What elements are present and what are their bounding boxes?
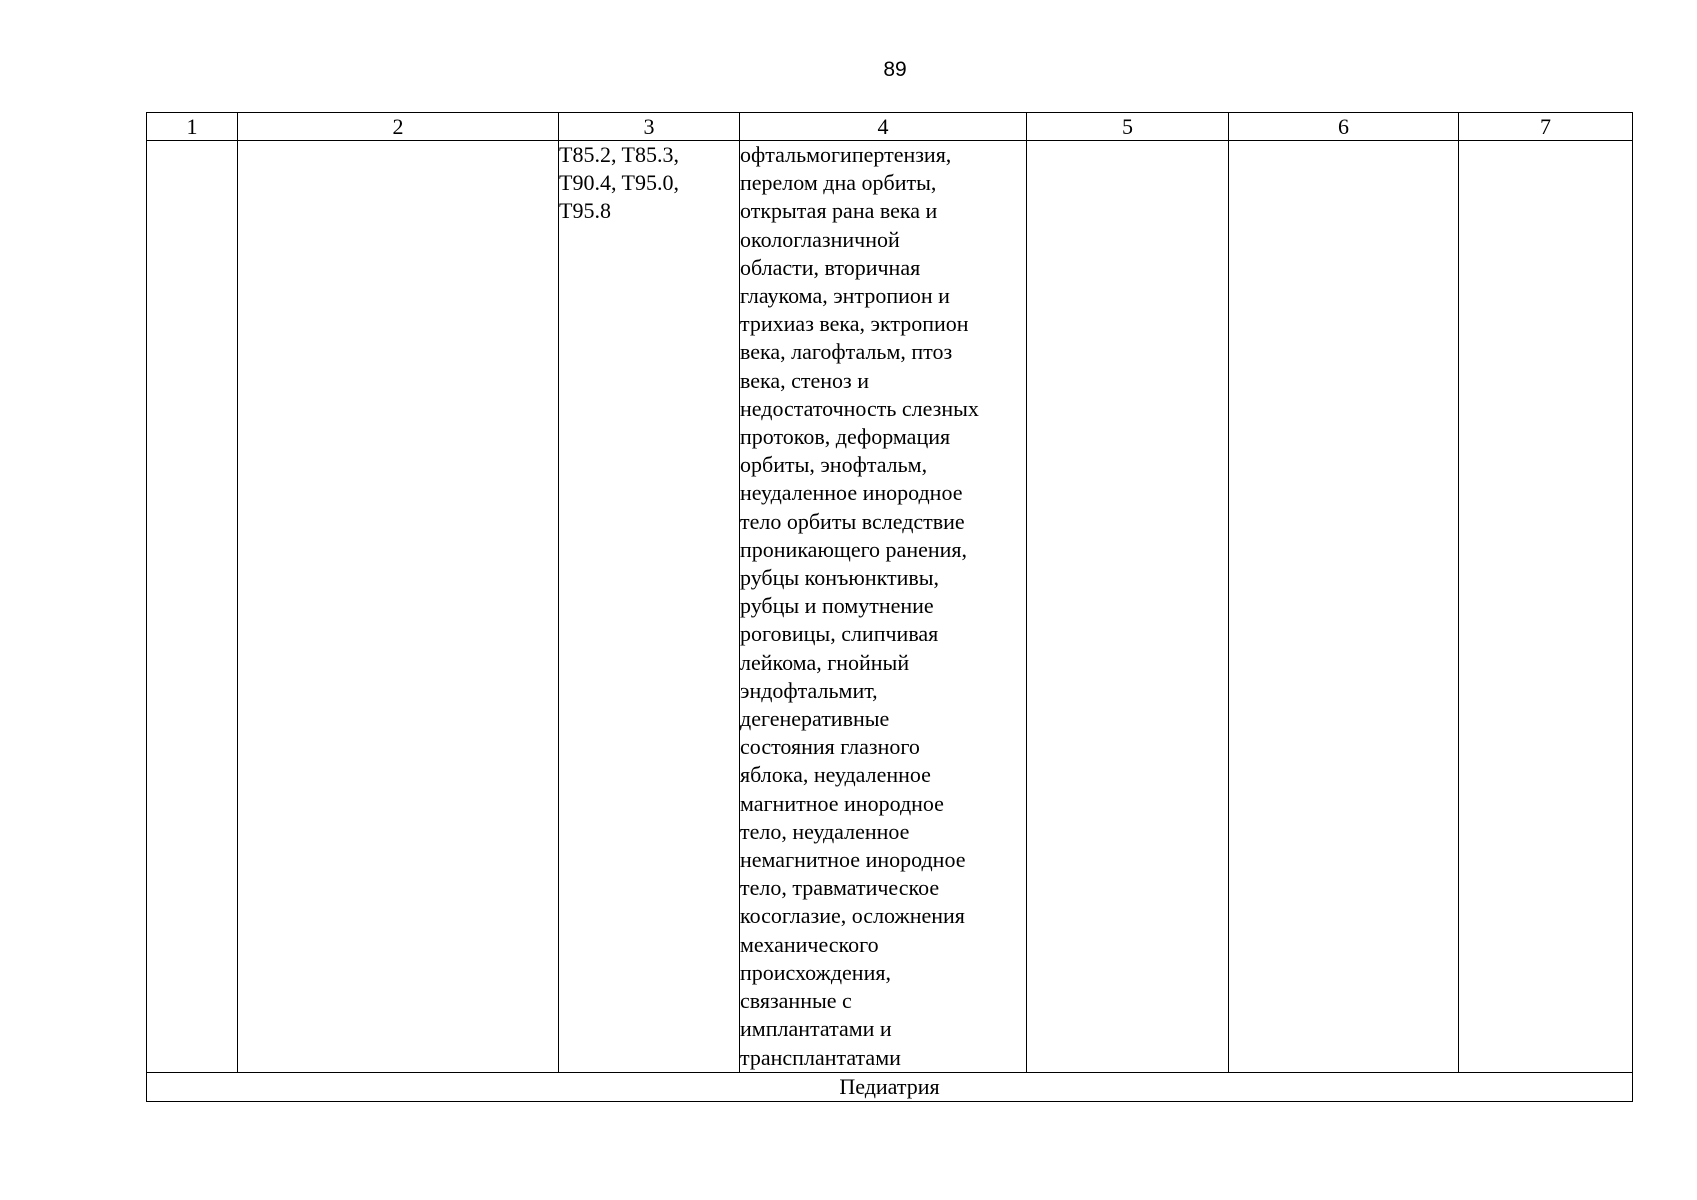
table-row (147, 141, 1633, 1073)
condition-line: века, стеноз и (740, 367, 870, 393)
condition-line: косоглазие, осложнения (740, 903, 965, 929)
header-row (147, 113, 1633, 141)
header-cell-4: 4 (740, 113, 1027, 141)
header-cell-3: 3 (559, 113, 740, 141)
header-cell-5: 5 (1027, 113, 1229, 141)
condition-line: магнитное инородное (740, 790, 944, 816)
cell-col6 (1229, 141, 1459, 1073)
condition-line: рубцы и помутнение (740, 593, 934, 619)
condition-line: области, вторичная (740, 254, 921, 280)
condition-line: происхождения, (740, 959, 891, 985)
condition-line: проникающего ранения, (740, 536, 968, 562)
condition-line: лейкома, гнойный (740, 649, 910, 675)
condition-line: рубцы конъюнктивы, (740, 565, 940, 591)
condition-line: глаукома, энтропион и (740, 283, 950, 309)
code-line: T90.4, T95.0, (559, 170, 679, 196)
header-cell-2: 2 (238, 113, 559, 141)
condition-line: офтальмогипертензия, (740, 142, 952, 167)
header-cell-1: 1 (147, 113, 238, 141)
condition-line: тело орбиты вследствие (740, 508, 965, 534)
condition-line: механического (740, 931, 879, 957)
condition-line: века, лагофтальм, птоз (740, 339, 953, 365)
condition-line: связанные с (740, 988, 852, 1014)
condition-line: орбиты, энофтальм, (740, 452, 928, 478)
condition-line: трихиаз века, эктропион (740, 311, 969, 337)
condition-line: дегенеративные (740, 706, 890, 732)
condition-line: немагнитное инородное (740, 847, 966, 873)
condition-line: трансплантатами (740, 1044, 901, 1070)
cell-col1 (147, 141, 238, 1073)
condition-line: яблока, неудаленное (740, 762, 931, 788)
condition-line: недостаточность слезных (740, 395, 979, 421)
condition-line: протоков, деформация (740, 424, 951, 450)
cell-col5 (1027, 141, 1229, 1073)
condition-line: окологлазничной (740, 226, 900, 252)
condition-line: состояния глазного (740, 734, 920, 760)
condition-line: перелом дна орбиты, (740, 170, 937, 196)
page-number: 89 (883, 58, 907, 81)
condition-line: роговицы, слипчивая (740, 621, 939, 647)
header-cell-7: 7 (1459, 113, 1633, 141)
cell-col4-conditions (740, 141, 1027, 1073)
code-line: T95.8 (559, 198, 611, 224)
section-title: Педиатрия (147, 1072, 1633, 1101)
condition-line: имплантатами и (740, 1016, 892, 1042)
header-cell-6: 6 (1229, 113, 1459, 141)
section-header-row (147, 1072, 1633, 1101)
cell-col2 (238, 141, 559, 1073)
code-line: T85.2, T85.3, (559, 142, 679, 167)
condition-line: тело, неудаленное (740, 818, 910, 844)
cell-col7 (1459, 141, 1633, 1073)
condition-line: эндофтальмит, (740, 677, 878, 703)
condition-line: тело, травматическое (740, 875, 940, 901)
document-table (146, 112, 1633, 1102)
cell-col3-diagnosis-codes (559, 141, 740, 1073)
condition-line: открытая рана века и (740, 198, 938, 224)
condition-line: неудаленное инородное (740, 480, 963, 506)
